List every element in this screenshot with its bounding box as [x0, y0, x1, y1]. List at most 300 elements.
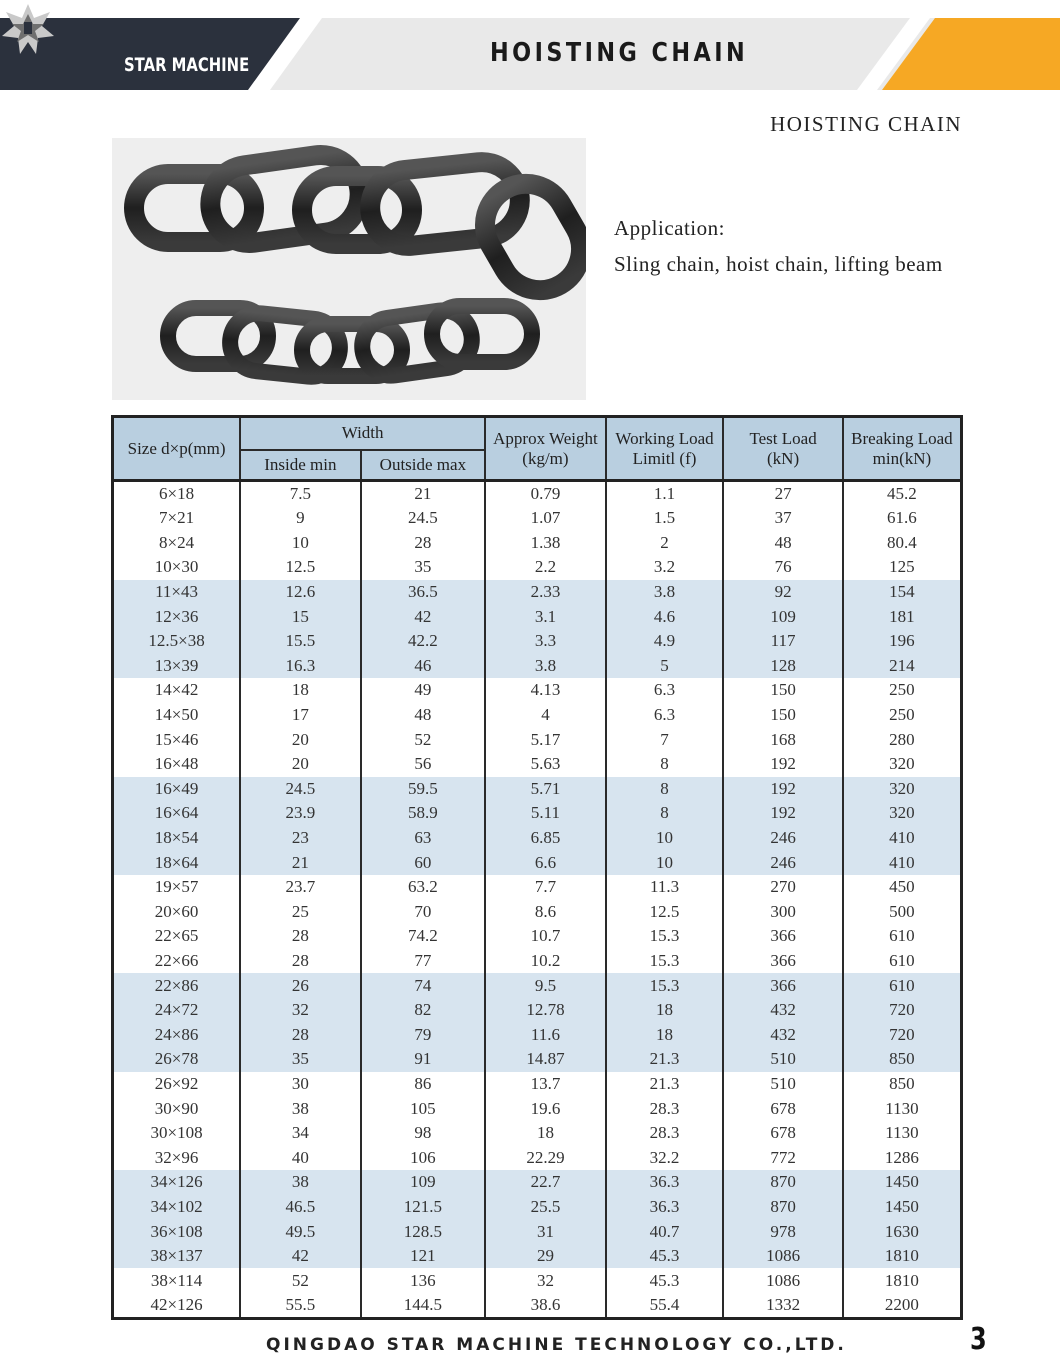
- table-row: [113, 1244, 962, 1269]
- cell-test-load: 978: [723, 1219, 842, 1244]
- table-row: [113, 924, 962, 949]
- cell-outside-max: 74: [361, 973, 486, 998]
- cell-outside-max: 82: [361, 998, 486, 1023]
- header-breaking-load-line2: min(kN): [872, 448, 932, 468]
- cell-outside-max: 91: [361, 1047, 486, 1072]
- cell-test-load: 678: [723, 1121, 842, 1146]
- cell-breaking-load: 2200: [843, 1293, 962, 1319]
- cell-size: 14×50: [113, 703, 241, 728]
- cell-working-load: 45.3: [606, 1244, 724, 1269]
- cell-working-load: 18: [606, 998, 724, 1023]
- cell-test-load: 27: [723, 481, 842, 507]
- cell-weight: 3.8: [485, 654, 606, 679]
- cell-inside-min: 52: [240, 1268, 361, 1293]
- cell-weight: 10.7: [485, 924, 606, 949]
- cell-outside-max: 52: [361, 727, 486, 752]
- cell-test-load: 366: [723, 973, 842, 998]
- table-row: [113, 481, 962, 507]
- cell-inside-min: 18: [240, 678, 361, 703]
- cell-inside-min: 12.5: [240, 555, 361, 580]
- header-width: Width: [240, 417, 485, 450]
- cell-weight: 25.5: [485, 1195, 606, 1220]
- header-breaking-load-line1: Breaking Load: [851, 428, 953, 448]
- cell-inside-min: 34: [240, 1121, 361, 1146]
- spec-table: [111, 415, 963, 1320]
- cell-size: 12×36: [113, 604, 241, 629]
- cell-working-load: 32.2: [606, 1145, 724, 1170]
- cell-inside-min: 15: [240, 604, 361, 629]
- cell-inside-min: 16.3: [240, 654, 361, 679]
- cell-size: 24×72: [113, 998, 241, 1023]
- cell-working-load: 4.9: [606, 629, 724, 654]
- cell-outside-max: 49: [361, 678, 486, 703]
- cell-test-load: 76: [723, 555, 842, 580]
- cell-size: 32×96: [113, 1145, 241, 1170]
- cell-outside-max: 121: [361, 1244, 486, 1269]
- cell-size: 16×49: [113, 777, 241, 802]
- cell-inside-min: 15.5: [240, 629, 361, 654]
- cell-test-load: 432: [723, 998, 842, 1023]
- cell-test-load: 246: [723, 850, 842, 875]
- cell-test-load: 192: [723, 777, 842, 802]
- cell-breaking-load: 1130: [843, 1096, 962, 1121]
- cell-weight: 11.6: [485, 1022, 606, 1047]
- table-row: [113, 1293, 962, 1319]
- cell-outside-max: 109: [361, 1170, 486, 1195]
- brand-name: STAR MACHINE: [124, 54, 250, 76]
- cell-outside-max: 79: [361, 1022, 486, 1047]
- table-row: [113, 998, 962, 1023]
- page-number: 3: [970, 1322, 987, 1356]
- cell-working-load: 15.3: [606, 973, 724, 998]
- cell-outside-max: 77: [361, 949, 486, 974]
- cell-test-load: 37: [723, 506, 842, 531]
- cell-working-load: 6.3: [606, 678, 724, 703]
- cell-size: 42×126: [113, 1293, 241, 1319]
- cell-size: 7×21: [113, 506, 241, 531]
- cell-weight: 5.71: [485, 777, 606, 802]
- cell-working-load: 1.5: [606, 506, 724, 531]
- cell-inside-min: 28: [240, 949, 361, 974]
- cell-breaking-load: 850: [843, 1072, 962, 1097]
- cell-size: 18×54: [113, 826, 241, 851]
- header-inside-min: Inside min: [240, 450, 361, 481]
- cell-inside-min: 26: [240, 973, 361, 998]
- table-row: [113, 1022, 962, 1047]
- cell-test-load: 366: [723, 949, 842, 974]
- cell-size: 20×60: [113, 900, 241, 925]
- cell-weight: 10.2: [485, 949, 606, 974]
- cell-breaking-load: 720: [843, 998, 962, 1023]
- cell-test-load: 870: [723, 1195, 842, 1220]
- cell-outside-max: 42.2: [361, 629, 486, 654]
- cell-outside-max: 36.5: [361, 580, 486, 605]
- cell-working-load: 11.3: [606, 875, 724, 900]
- table-row: [113, 678, 962, 703]
- cell-inside-min: 17: [240, 703, 361, 728]
- section-subtitle: HOISTING CHAIN: [770, 112, 962, 136]
- cell-breaking-load: 450: [843, 875, 962, 900]
- cell-breaking-load: 610: [843, 973, 962, 998]
- cell-size: 22×86: [113, 973, 241, 998]
- table-row: [113, 703, 962, 728]
- cell-weight: 4.13: [485, 678, 606, 703]
- cell-inside-min: 40: [240, 1145, 361, 1170]
- table-row: [113, 1268, 962, 1293]
- cell-weight: 3.1: [485, 604, 606, 629]
- cell-size: 8×24: [113, 531, 241, 556]
- cell-size: 24×86: [113, 1022, 241, 1047]
- cell-working-load: 10: [606, 826, 724, 851]
- cell-weight: 5.17: [485, 727, 606, 752]
- cell-breaking-load: 154: [843, 580, 962, 605]
- cell-outside-max: 35: [361, 555, 486, 580]
- cell-outside-max: 24.5: [361, 506, 486, 531]
- table-row: [113, 580, 962, 605]
- cell-size: 16×64: [113, 801, 241, 826]
- cell-breaking-load: 45.2: [843, 481, 962, 507]
- cell-breaking-load: 196: [843, 629, 962, 654]
- cell-inside-min: 7.5: [240, 481, 361, 507]
- cell-weight: 5.63: [485, 752, 606, 777]
- cell-inside-min: 49.5: [240, 1219, 361, 1244]
- table-row: [113, 875, 962, 900]
- header-working-load-line2: Limitl (f): [632, 448, 697, 468]
- cell-working-load: 21.3: [606, 1047, 724, 1072]
- cell-weight: 7.7: [485, 875, 606, 900]
- cell-working-load: 40.7: [606, 1219, 724, 1244]
- cell-test-load: 192: [723, 801, 842, 826]
- cell-inside-min: 38: [240, 1096, 361, 1121]
- cell-test-load: 510: [723, 1047, 842, 1072]
- cell-breaking-load: 610: [843, 949, 962, 974]
- header-working-load-line1: Working Load: [615, 428, 714, 448]
- cell-working-load: 3.8: [606, 580, 724, 605]
- cell-inside-min: 55.5: [240, 1293, 361, 1319]
- cell-test-load: 117: [723, 629, 842, 654]
- cell-test-load: 168: [723, 727, 842, 752]
- cell-outside-max: 98: [361, 1121, 486, 1146]
- cell-weight: 12.78: [485, 998, 606, 1023]
- cell-outside-max: 74.2: [361, 924, 486, 949]
- cell-breaking-load: 250: [843, 703, 962, 728]
- cell-breaking-load: 610: [843, 924, 962, 949]
- cell-inside-min: 12.6: [240, 580, 361, 605]
- application-block: [614, 210, 943, 282]
- cell-test-load: 48: [723, 531, 842, 556]
- cell-breaking-load: 80.4: [843, 531, 962, 556]
- cell-outside-max: 59.5: [361, 777, 486, 802]
- cell-inside-min: 20: [240, 752, 361, 777]
- cell-size: 22×65: [113, 924, 241, 949]
- product-photo: [112, 138, 586, 400]
- header-test-load-line1: Test Load: [749, 428, 817, 448]
- cell-test-load: 300: [723, 900, 842, 925]
- table-row: [113, 531, 962, 556]
- cell-size: 26×92: [113, 1072, 241, 1097]
- cell-weight: 22.7: [485, 1170, 606, 1195]
- header-band: [0, 0, 1060, 92]
- cell-inside-min: 28: [240, 924, 361, 949]
- cell-size: 10×30: [113, 555, 241, 580]
- cell-size: 22×66: [113, 949, 241, 974]
- cell-breaking-load: 1450: [843, 1170, 962, 1195]
- cell-outside-max: 106: [361, 1145, 486, 1170]
- cell-size: 16×48: [113, 752, 241, 777]
- cell-weight: 38.6: [485, 1293, 606, 1319]
- cell-working-load: 2: [606, 531, 724, 556]
- cell-size: 6×18: [113, 481, 241, 507]
- cell-test-load: 510: [723, 1072, 842, 1097]
- cell-test-load: 1332: [723, 1293, 842, 1319]
- cell-breaking-load: 1630: [843, 1219, 962, 1244]
- cell-inside-min: 35: [240, 1047, 361, 1072]
- cell-outside-max: 58.9: [361, 801, 486, 826]
- cell-breaking-load: 1450: [843, 1195, 962, 1220]
- cell-breaking-load: 181: [843, 604, 962, 629]
- cell-working-load: 36.3: [606, 1195, 724, 1220]
- table-row: [113, 629, 962, 654]
- table-row: [113, 506, 962, 531]
- cell-test-load: 270: [723, 875, 842, 900]
- cell-weight: 4: [485, 703, 606, 728]
- star-logo-icon: [0, 0, 56, 56]
- cell-test-load: 678: [723, 1096, 842, 1121]
- cell-test-load: 92: [723, 580, 842, 605]
- cell-working-load: 3.2: [606, 555, 724, 580]
- header-outside-max: Outside max: [361, 450, 486, 481]
- cell-working-load: 15.3: [606, 949, 724, 974]
- cell-weight: 14.87: [485, 1047, 606, 1072]
- cell-inside-min: 10: [240, 531, 361, 556]
- cell-breaking-load: 250: [843, 678, 962, 703]
- cell-outside-max: 60: [361, 850, 486, 875]
- table-row: [113, 949, 962, 974]
- table-row: [113, 1096, 962, 1121]
- cell-breaking-load: 1810: [843, 1244, 962, 1269]
- header-weight-line1: Approx Weight: [493, 428, 598, 448]
- cell-test-load: 128: [723, 654, 842, 679]
- page-title: HOISTING CHAIN: [490, 38, 749, 68]
- cell-test-load: 772: [723, 1145, 842, 1170]
- header-test-load: [723, 417, 842, 481]
- cell-weight: 3.3: [485, 629, 606, 654]
- cell-weight: 8.6: [485, 900, 606, 925]
- cell-breaking-load: 410: [843, 850, 962, 875]
- cell-weight: 32: [485, 1268, 606, 1293]
- cell-weight: 0.79: [485, 481, 606, 507]
- cell-size: 38×114: [113, 1268, 241, 1293]
- cell-test-load: 150: [723, 703, 842, 728]
- cell-working-load: 55.4: [606, 1293, 724, 1319]
- cell-inside-min: 28: [240, 1022, 361, 1047]
- table-row: [113, 727, 962, 752]
- cell-working-load: 28.3: [606, 1121, 724, 1146]
- cell-working-load: 18: [606, 1022, 724, 1047]
- cell-breaking-load: 125: [843, 555, 962, 580]
- cell-working-load: 5: [606, 654, 724, 679]
- table-row: [113, 1072, 962, 1097]
- cell-weight: 29: [485, 1244, 606, 1269]
- cell-outside-max: 28: [361, 531, 486, 556]
- cell-outside-max: 56: [361, 752, 486, 777]
- cell-inside-min: 46.5: [240, 1195, 361, 1220]
- cell-outside-max: 46: [361, 654, 486, 679]
- cell-size: 18×64: [113, 850, 241, 875]
- cell-weight: 1.07: [485, 506, 606, 531]
- cell-outside-max: 70: [361, 900, 486, 925]
- table-row: [113, 1145, 962, 1170]
- cell-size: 30×108: [113, 1121, 241, 1146]
- cell-size: 36×108: [113, 1219, 241, 1244]
- cell-test-load: 246: [723, 826, 842, 851]
- cell-size: 38×137: [113, 1244, 241, 1269]
- cell-inside-min: 25: [240, 900, 361, 925]
- cell-test-load: 192: [723, 752, 842, 777]
- cell-outside-max: 48: [361, 703, 486, 728]
- cell-weight: 22.29: [485, 1145, 606, 1170]
- cell-test-load: 432: [723, 1022, 842, 1047]
- cell-inside-min: 42: [240, 1244, 361, 1269]
- cell-weight: 31: [485, 1219, 606, 1244]
- table-row: [113, 555, 962, 580]
- cell-test-load: 366: [723, 924, 842, 949]
- cell-outside-max: 105: [361, 1096, 486, 1121]
- spec-table-body: [113, 481, 962, 1319]
- cell-weight: 2.33: [485, 580, 606, 605]
- cell-weight: 5.11: [485, 801, 606, 826]
- table-row: [113, 826, 962, 851]
- cell-working-load: 28.3: [606, 1096, 724, 1121]
- cell-weight: 13.7: [485, 1072, 606, 1097]
- cell-inside-min: 23.9: [240, 801, 361, 826]
- cell-breaking-load: 720: [843, 1022, 962, 1047]
- table-row: [113, 1170, 962, 1195]
- cell-working-load: 45.3: [606, 1268, 724, 1293]
- cell-size: 15×46: [113, 727, 241, 752]
- application-label: Application:: [614, 216, 725, 240]
- table-row: [113, 604, 962, 629]
- cell-weight: 6.6: [485, 850, 606, 875]
- cell-breaking-load: 214: [843, 654, 962, 679]
- cell-working-load: 1.1: [606, 481, 724, 507]
- cell-outside-max: 42: [361, 604, 486, 629]
- cell-outside-max: 63: [361, 826, 486, 851]
- cell-working-load: 15.3: [606, 924, 724, 949]
- cell-working-load: 36.3: [606, 1170, 724, 1195]
- cell-weight: 2.2: [485, 555, 606, 580]
- cell-size: 34×126: [113, 1170, 241, 1195]
- cell-size: 11×43: [113, 580, 241, 605]
- cell-test-load: 1086: [723, 1244, 842, 1269]
- cell-outside-max: 21: [361, 481, 486, 507]
- cell-size: 12.5×38: [113, 629, 241, 654]
- cell-inside-min: 30: [240, 1072, 361, 1097]
- cell-breaking-load: 1810: [843, 1268, 962, 1293]
- table-row: [113, 1219, 962, 1244]
- header-test-load-line2: (kN): [767, 448, 800, 468]
- cell-working-load: 8: [606, 752, 724, 777]
- cell-size: 13×39: [113, 654, 241, 679]
- cell-weight: 6.85: [485, 826, 606, 851]
- application-text: Sling chain, hoist chain, lifting beam: [614, 252, 943, 276]
- cell-outside-max: 144.5: [361, 1293, 486, 1319]
- cell-weight: 1.38: [485, 531, 606, 556]
- cell-outside-max: 121.5: [361, 1195, 486, 1220]
- table-row: [113, 850, 962, 875]
- cell-working-load: 8: [606, 801, 724, 826]
- cell-test-load: 1086: [723, 1268, 842, 1293]
- table-row: [113, 801, 962, 826]
- header-size: Size d×p(mm): [113, 417, 241, 481]
- cell-size: 34×102: [113, 1195, 241, 1220]
- cell-size: 19×57: [113, 875, 241, 900]
- cell-breaking-load: 320: [843, 801, 962, 826]
- cell-breaking-load: 320: [843, 777, 962, 802]
- cell-outside-max: 63.2: [361, 875, 486, 900]
- chain-illustration: [112, 138, 586, 400]
- cell-breaking-load: 1130: [843, 1121, 962, 1146]
- cell-inside-min: 21: [240, 850, 361, 875]
- cell-size: 26×78: [113, 1047, 241, 1072]
- cell-working-load: 12.5: [606, 900, 724, 925]
- cell-outside-max: 86: [361, 1072, 486, 1097]
- cell-breaking-load: 1286: [843, 1145, 962, 1170]
- cell-weight: 19.6: [485, 1096, 606, 1121]
- cell-working-load: 4.6: [606, 604, 724, 629]
- cell-working-load: 10: [606, 850, 724, 875]
- cell-test-load: 109: [723, 604, 842, 629]
- cell-inside-min: 24.5: [240, 777, 361, 802]
- cell-inside-min: 38: [240, 1170, 361, 1195]
- cell-working-load: 8: [606, 777, 724, 802]
- cell-working-load: 6.3: [606, 703, 724, 728]
- cell-breaking-load: 410: [843, 826, 962, 851]
- table-row: [113, 654, 962, 679]
- header-breaking-load: [843, 417, 962, 481]
- table-row: [113, 1121, 962, 1146]
- cell-inside-min: 9: [240, 506, 361, 531]
- table-row: [113, 777, 962, 802]
- header-weight: [485, 417, 606, 481]
- table-row: [113, 973, 962, 998]
- cell-breaking-load: 500: [843, 900, 962, 925]
- cell-inside-min: 23: [240, 826, 361, 851]
- company-footer: QINGDAO STAR MACHINE TECHNOLOGY CO.,LTD.: [266, 1335, 847, 1355]
- table-row: [113, 900, 962, 925]
- cell-weight: 18: [485, 1121, 606, 1146]
- cell-inside-min: 23.7: [240, 875, 361, 900]
- cell-test-load: 150: [723, 678, 842, 703]
- cell-breaking-load: 61.6: [843, 506, 962, 531]
- cell-working-load: 21.3: [606, 1072, 724, 1097]
- cell-size: 30×90: [113, 1096, 241, 1121]
- cell-working-load: 7: [606, 727, 724, 752]
- cell-breaking-load: 850: [843, 1047, 962, 1072]
- table-row: [113, 1195, 962, 1220]
- cell-weight: 9.5: [485, 973, 606, 998]
- table-row: [113, 1047, 962, 1072]
- header-working-load: [606, 417, 724, 481]
- table-row: [113, 752, 962, 777]
- cell-inside-min: 20: [240, 727, 361, 752]
- cell-breaking-load: 320: [843, 752, 962, 777]
- cell-breaking-load: 280: [843, 727, 962, 752]
- cell-test-load: 870: [723, 1170, 842, 1195]
- header-weight-line2: (kg/m): [522, 448, 569, 468]
- cell-size: 14×42: [113, 678, 241, 703]
- cell-outside-max: 136: [361, 1268, 486, 1293]
